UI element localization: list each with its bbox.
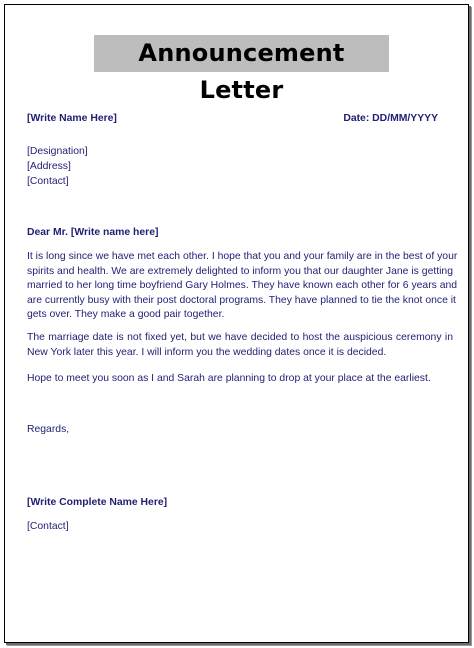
paragraph-line: are currently busy with their post doctoral programs. They have planned to tie the knot once it <box>27 294 456 306</box>
designation-line: [Designation] <box>27 146 88 157</box>
letter-page <box>4 4 469 643</box>
paragraph-line: Hope to meet you soon as I and Sarah are planning to drop at your place at the earliest. <box>27 373 431 384</box>
paragraph-line: New York later this year. I will inform you the wedding dates once it is decided. <box>27 346 387 358</box>
paragraph-3 <box>27 372 453 387</box>
paragraph-line: spirits and health. We are extremely delighted to inform you that our daughter Jane is getting <box>27 265 453 277</box>
page-title: Announcement Letter <box>94 35 389 72</box>
paragraph-2 <box>27 331 453 360</box>
signature-contact: [Contact] <box>27 521 69 532</box>
paragraph-line: It is long since we have met each other. I hope that you and your family are in the best of your <box>27 251 458 262</box>
salutation: Dear Mr. [Write name here] <box>27 227 159 238</box>
paragraph-line: married to her long time boyfriend Gary Holmes. They have known each other for 6 years and <box>27 280 458 292</box>
paragraph-line: gets over. They make a good pair together. <box>27 309 225 321</box>
sender-name-placeholder: [Write Name Here] <box>27 113 117 124</box>
date-field: Date: DD/MM/YYYY <box>343 113 438 124</box>
paragraph-1 <box>27 250 458 323</box>
signature-name-placeholder: [Write Complete Name Here] <box>27 497 168 508</box>
address-line: [Address] <box>27 161 71 172</box>
closing: Regards, <box>27 424 70 435</box>
contact-line: [Contact] <box>27 176 69 187</box>
paragraph-line: The marriage date is not fixed yet, but we have decided to host the auspicious ceremony in <box>27 332 453 343</box>
